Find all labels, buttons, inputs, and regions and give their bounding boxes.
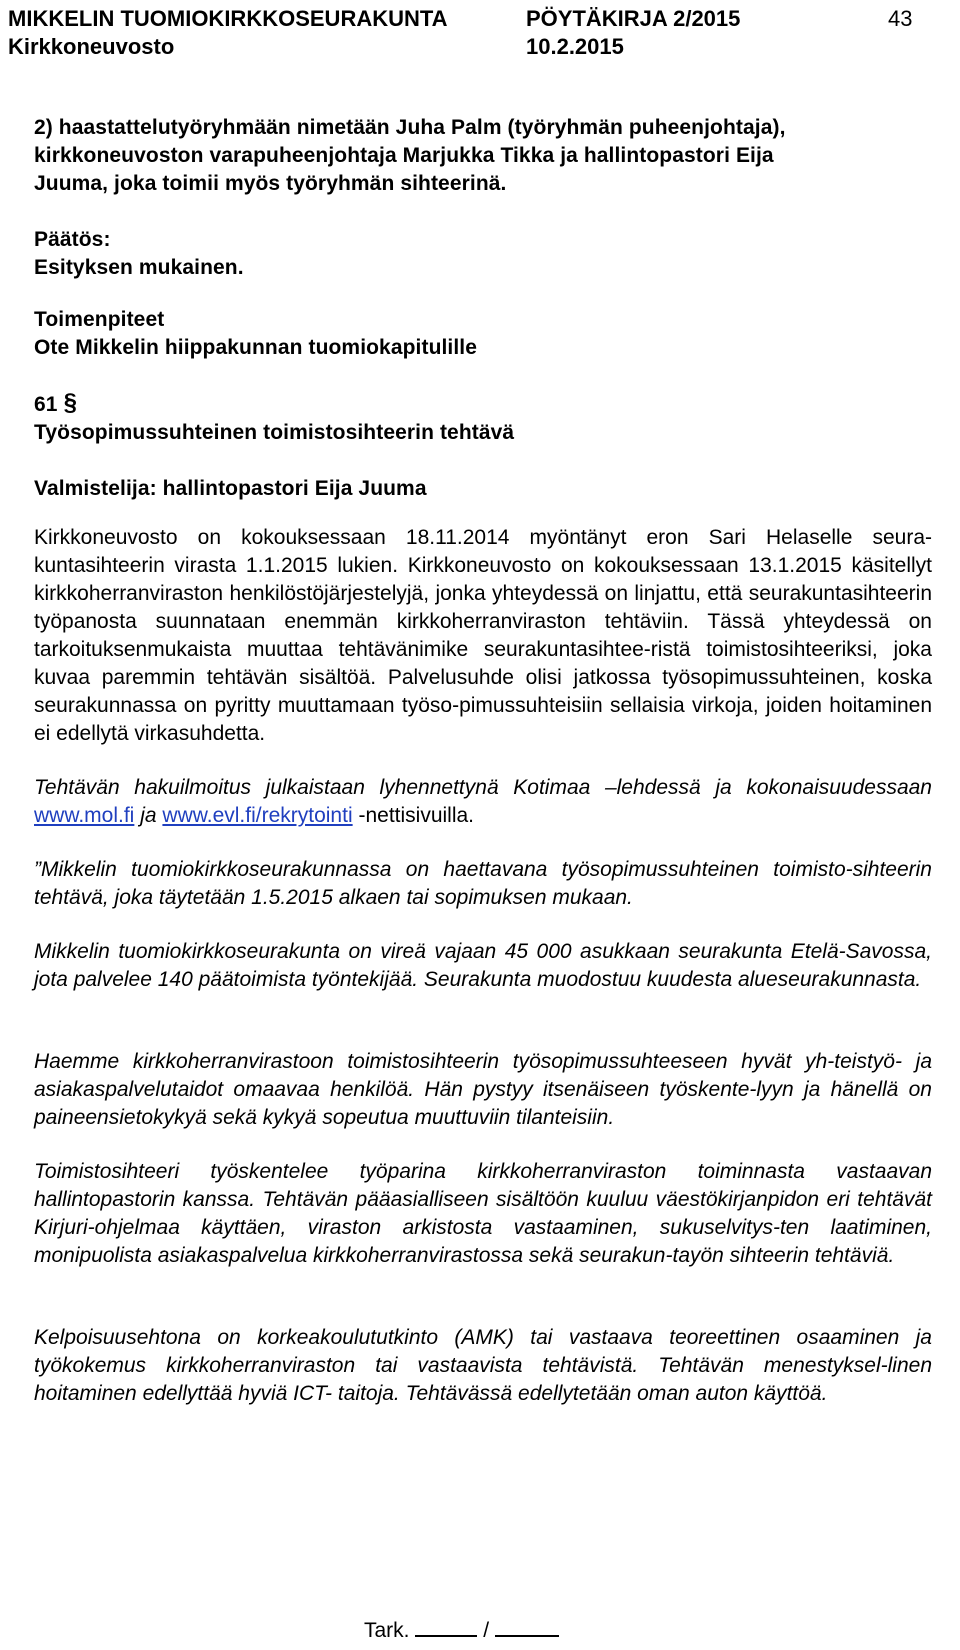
paragraph-text: Toimistosihteeri työskentelee työparina kirkkoherranviraston toiminnasta vastaavan hallintopastorin kanssa. Tehtävän pääasialliseen sisältöön kuuluu väestökirjanpidon eri tehtävät Kirjuri-ohjelmaa käyttäen, viraston arkistosta vastaaminen, sukuselvitys-ten laatiminen, monipuolista asiakaspalvelua kirkkoherranvirastossa sekä seurakun-tayön sihteerin tehtäviä. [34,1160,932,1267]
paragraph-text: Haemme kirkkoherranvirastoon toimistosihteerin työsopimussuhteeseen hyvät yh-teistyö- ja asiakaspalvelutaidot omaavaa henkilöä. Hän pystyy itsenäiseen työskente-lyyn ja hänellä on paineensietokykyä sekä kykyä sopeutua muuttuviin tilanteisiin. [34,1050,932,1129]
paragraph-text: Kelpoisuusehtona on korkeakoulututkinto (AMK) tai vastaava teoreettinen osaaminen ja työkokemus kirkkoherranviraston tai vastaavista tehtävistä. Tehtävän menestyksel-linen hoitaminen edellyttää hyviä ICT- taitoja. Tehtävässä edellytetään oman auton käyttöä. [34,1326,932,1405]
document-title: PÖYTÄKIRJA 2/2015 [526,6,741,31]
preparer: Valmistelija: hallintopastori Eija Juuma [34,477,427,500]
paragraph-7 [34,1324,932,1408]
actions-block [34,306,932,362]
section-symbol: § [63,389,78,416]
section-title: Työsopimussuhteinen toimistosihteerin tehtävä [34,421,515,444]
actions-text: Ote Mikkelin hiippakunnan tuomiokapitulille [34,336,478,359]
paragraph-text [34,774,932,830]
paragraph-text-part: Tehtävän hakuilmoitus julkaistaan lyhennettynä Kotimaa –lehdessä ja kokonaisuudessaan [34,776,932,799]
footer-tark-label: Tark. [364,1619,410,1642]
paragraph-5 [34,1048,932,1132]
paragraph-6 [34,1158,932,1270]
paragraph-text: Mikkelin tuomiokirkkoseurakunta on vireä vajaan 45 000 asukkaan seurakunta Etelä-Savossa, jota palvelee 140 päätoimista työntekijää. Seurakunta muodostuu kuudesta alueseurakunnasta. [34,940,932,991]
item-2-line: Juuma, joka toimii myös työryhmän sihteerinä. [34,172,507,195]
initials-blank-2 [495,1617,559,1637]
section-heading [34,390,932,419]
paragraph-4 [34,938,932,994]
link-mol[interactable]: www.mol.fi [34,804,135,827]
board-name: Kirkkoneuvosto [8,34,175,59]
footer-slash: / [483,1619,490,1642]
decision-block [34,226,932,282]
meeting-date: 10.2.2015 [526,34,624,59]
paragraph-1 [34,524,932,748]
actions-label: Toimenpiteet [34,308,165,331]
paragraph-text-part: -nettisivuilla. [358,804,475,827]
paragraph-text-part: ja [140,804,157,827]
org-name: MIKKELIN TUOMIOKIRKKOSEURAKUNTA [8,6,448,31]
paragraph-text: ”Mikkelin tuomiokirkkoseurakunnassa on haettavana työsopimussuhteinen toimisto-sihteerin tehtävä, joka täytetään 1.5.2015 alkaen tai sopimuksen mukaan. [34,858,932,909]
footer-check [364,1617,559,1643]
section-number: 61 [34,393,58,416]
item-2-line: 2) haastattelutyöryhmään nimetään Juha Palm (työryhmän puheenjohtaja), [34,116,786,139]
paragraph-3 [34,856,932,912]
decision-label: Päätös: [34,228,111,251]
link-evl[interactable]: www.evl.fi/rekrytointi [162,804,353,827]
page-number: 43 [888,6,913,31]
section-61-block [34,390,932,503]
paragraph-2 [34,774,932,830]
item-2-block [34,114,932,198]
paragraph-text: Kirkkoneuvosto on kokouksessaan 18.11.2014 myöntänyt eron Sari Helaselle seura-kuntasihteerin virasta 1.1.2015 lukien. Kirkkoneuvosto on kokouksessaan 13.1.2015 käsitellyt kirkkoherranviraston henkilöstöjärjestelyjä, jonka yhteydessä on linjattu, että seurakuntasihteerin työpanosta suunnataan enemmän kirkkoherranviraston tehtäviin. Tässä yhteydessä on tarkoituksenmukaista muuttaa tehtävänimike seurakuntasihtee-ristä toimistosihteeriksi, joka kuvaa paremmin tehtävän sisältöä. Palvelusuhde olisi jatkossa työsopimussuhteinen, koska seurakunnassa on pyritty muuttamaan työso-pimussuhteisiin sellaisia virkoja, joiden hoitaminen ei edellytä virkasuhdetta. [34,526,932,745]
item-2-line: kirkkoneuvoston varapuheenjohtaja Marjukka Tikka ja hallintopastori Eija [34,144,774,167]
initials-blank-1 [415,1617,477,1637]
decision-text: Esityksen mukainen. [34,256,244,279]
